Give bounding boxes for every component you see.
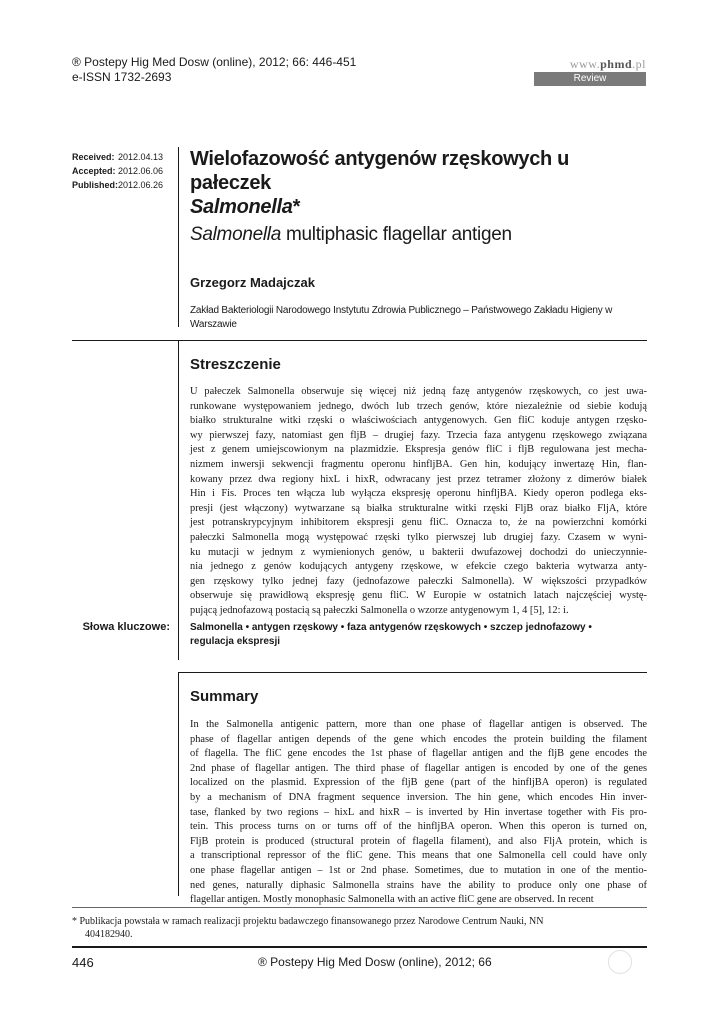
text-line: localized on the plasmid. Expression of the fljB gene (part of the hinfljBA operon) is regulated xyxy=(190,777,647,789)
author-affiliation: Zakład Bakteriologii Narodowego Instytutu Zdrowia Publicznego – Państwowego Zakładu Higieny w Warszawie xyxy=(190,305,613,330)
section-divider xyxy=(72,340,647,341)
abstract-column-rule xyxy=(178,340,179,660)
keywords-list xyxy=(190,621,630,649)
text-line: białko strukturalne witki rzęski o właściwościach antygenowych. Gen fliC koduje antygen rzęsko- xyxy=(190,415,647,427)
text-line: gen rzęskowy tylko jednej fazy (jednofazowe pałeczki Salmonella). W większości przypadków xyxy=(190,575,647,587)
article-title-polish: Wielofazowość antygenów rzęskowych u pałeczek Salmonella* xyxy=(190,148,570,218)
site-suffix: .pl xyxy=(632,57,646,71)
text-line: phase of flagellar antigen depends of the gene which encodes the protein building the filament xyxy=(190,733,647,745)
abstract-heading-english: Summary xyxy=(190,688,259,705)
funding-footnote: * Publikacja powstała w ramach realizacji projektu badawczego finansowanego przez Narodowe Centrum Nauki, NN 404182940. xyxy=(72,916,544,940)
article-title-english: Salmonella multiphasic flagellar antigen xyxy=(190,224,512,245)
text-line: tein. This process turns on or turns off of the hinfljBA operon. When this operon is turned on, xyxy=(190,821,647,833)
accepted-date: Accepted: 2012.06.06 xyxy=(72,166,164,176)
keywords-label: Słowa kluczowe: xyxy=(82,621,170,633)
watermark-logo-icon xyxy=(608,950,632,974)
received-date: Received: 2012.04.13 xyxy=(72,152,164,162)
text-line: a transcriptional repressor of the fliC gene. This means that one Salmonella cell could have only xyxy=(190,850,647,862)
text-line: 2nd phase of flagellar antigen. The third phase of flagellar antigen is encoded by one of the genes xyxy=(190,762,647,774)
issn: e-ISSN 1732-2693 xyxy=(72,70,172,84)
text-line: flagellar antigen. Mostly monophasic Salmonella with an active fliC gene are observed. In recent xyxy=(190,894,594,906)
abstract-body-polish xyxy=(190,385,647,619)
footer-journal-citation: ® Postepy Hig Med Dosw (online), 2012; 66 xyxy=(258,955,492,969)
footer-rule xyxy=(72,946,647,948)
text-line: runkowane występowaniem jednego, dwóch lub trzech genów, które niezależnie od siebie kodują xyxy=(190,400,647,412)
keywords-line: regulacja ekspresji xyxy=(190,636,281,647)
title-column-rule xyxy=(178,147,179,327)
text-line: by a mechanism of DNA fragment sequence inversion. The hin gene, which encodes Hin inver- xyxy=(190,791,647,803)
text-line: In the Salmonella antigenic pattern, more than one phase of flagellar antigen is observed. The xyxy=(190,719,647,730)
site-name: phmd xyxy=(600,57,633,71)
text-line: U pałeczek Salmonella obserwuje się więcej niż jedną fazę antygenów rzęskowych, co jest uwa- xyxy=(190,386,647,397)
text-line: FljB protein is produced (structural protein of flagella filament), and also FljA protein, which is xyxy=(190,835,647,847)
section-divider xyxy=(178,672,647,673)
text-line: nizmem inwersji sekwencji fragmentu operonu hinfljBA. Gen hin, kodujący inwertazę Hin, flan- xyxy=(190,458,647,470)
article-type-badge: Review xyxy=(534,72,646,86)
text-line: kowany przez dwa regiony hixL i hixR, odwracany jest przez tetramer złożony z dimerów białek xyxy=(190,473,647,485)
published-date: Published:2012.06.26 xyxy=(72,180,164,190)
text-line: pującą jednofazową postacią są pałeczki Salmonella o wzorze antygenowym 1, 4 [5], 12: i. xyxy=(190,604,569,616)
text-line: ned genes, naturally diphasic Salmonella strains have the ability to produce only one phase of xyxy=(190,879,647,891)
journal-website[interactable] xyxy=(536,57,646,72)
text-line: obserwuje się prawidłową ekspresję genu fliC. W Europie w ostatnich latach najczęściej wystę- xyxy=(190,590,647,602)
text-line: Hin i Fis. Proces ten włącza lub wyłącza ekspresję operonu hinfljBA. Kiedy operon podlega eks- xyxy=(190,488,647,500)
author-name: Grzegorz Madajczak xyxy=(190,275,315,290)
page-number: 446 xyxy=(72,955,94,970)
text-line: tase, flanked by two regions – hixL and hixR – is inverted by Hin invertase together with Fis pro- xyxy=(190,806,647,818)
abstract-heading-polish: Streszczenie xyxy=(190,356,281,373)
text-line: ku mutacji w jednym z wymienionych genów, u bakterii dwufazowej dochodzi do unieczynnie- xyxy=(190,546,647,558)
site-prefix: www. xyxy=(569,57,601,71)
journal-citation: ® Postepy Hig Med Dosw (online), 2012; 66: 446-451 xyxy=(72,55,357,69)
text-line: wy pierwszej fazy, natomiast gen fljB – drugiej fazy. Trzecia faza antygenu rzęskowego związana xyxy=(190,429,647,441)
text-line: jest potranskrypcyjnym inhibitorem ekspresji genu fliC. Oznacza to, że na powierzchni komórki xyxy=(190,517,647,529)
text-line: jest z genem umiejscowionym na plazmidzie. Ekspresja genów fliC i fljB regulowana jest mecha- xyxy=(190,444,647,456)
keywords-line: Salmonella • antygen rzęskowy • faza antygenów rzęskowych • szczep jednofazowy • xyxy=(190,622,592,633)
text-line: nia jednego z genów kodujących antygeny rzęskowe, w efekcie czego bakteria wytwarza anty- xyxy=(190,561,647,573)
text-line: one phase flagellar antigen – 1st or 2nd phase. Sometimes, due to mutation in one of the mentio- xyxy=(190,864,647,876)
text-line: pałeczki Salmonella mogą występować rzęski tylko pierwszej lub drugiej fazy. Czasem w wyni- xyxy=(190,531,647,543)
text-line: presji (jest włączony) wytwarzane są białka strukturalne witki rzęski FljB oraz białko FljA, które xyxy=(190,502,647,514)
abstract-body-english xyxy=(190,718,647,908)
text-line: of flagella. The fliC gene encodes the 1st phase of flagellar antigen and the fljB gene encodes the xyxy=(190,748,647,760)
summary-column-rule xyxy=(178,672,179,896)
